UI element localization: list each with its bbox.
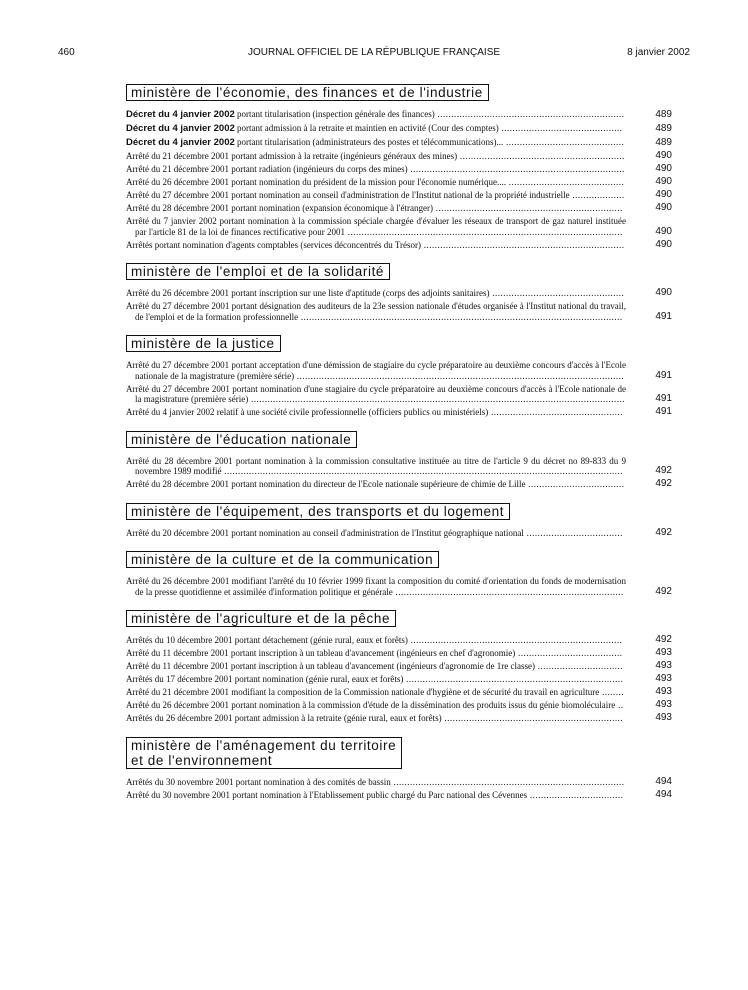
entry-body: Arrêté du 11 décembre 2001 portant inscription à un tableau d'avancement (ingénieurs en chef d'agronomie) — [126, 648, 516, 658]
entry-body: Arrêté du 21 décembre 2001 portant radiation (ingénieurs du corps des mines) — [126, 164, 408, 174]
page-number: 460 — [58, 47, 75, 58]
leader-dots: ............................................ — [498, 123, 623, 133]
leader-dots: ............................... — [535, 661, 624, 671]
entry-body: Arrêté du 26 décembre 2001 portant nomination du président de la mission pour l'économie numérique.... — [126, 177, 507, 187]
entry-text — [126, 661, 626, 672]
entry-page-number: 494 — [655, 775, 672, 787]
entry-body: Arrêté du 26 décembre 2001 portant nomination à la commission d'étude de la dissémination des produits issus du génie biomoléculaire — [126, 700, 616, 710]
entry-page-number: 491 — [655, 393, 672, 404]
entry-page-number: 490 — [655, 150, 672, 161]
table-of-contents — [126, 84, 672, 813]
toc-entry — [126, 216, 672, 237]
entry-text — [126, 635, 626, 646]
entry-text — [126, 240, 626, 251]
entry-lead: Décret du 4 janvier 2002 — [126, 123, 235, 134]
entry-page-number: 491 — [655, 406, 672, 417]
entry-page-number: 491 — [655, 369, 672, 381]
toc-entry — [126, 479, 672, 490]
entry-text — [126, 123, 626, 135]
leader-dots: ..................................................................................................................... — [298, 311, 623, 322]
entry-page-number: 490 — [655, 189, 672, 200]
entry-page-number: 493 — [655, 660, 672, 671]
entry-body: Arrêté du 27 décembre 2001 portant nomination au conseil d'administration de l'Institut national de la propriété industrielle — [126, 190, 570, 200]
entry-text — [126, 301, 626, 322]
toc-entry — [126, 790, 672, 801]
toc-entry — [126, 301, 672, 322]
entry-page-number: 493 — [655, 686, 672, 697]
entry-text — [126, 700, 626, 711]
ministry-section — [126, 551, 672, 597]
leader-dots: .................................................................... — [433, 203, 623, 213]
ministry-title: ministère de l'emploi et de la solidarité — [126, 263, 390, 280]
entry-text — [126, 109, 626, 121]
entry-page-number: 492 — [655, 465, 672, 476]
entry-body: Arrêté du 26 décembre 2001 modifiant l'arrêté du 10 février 1999 fixant la composition du comité d'orientation du fonds de modernisation de la presse quotidienne et assimilée d'information politique et générale — [126, 576, 626, 597]
leader-dots: .................................................................................... — [390, 776, 625, 787]
entry-page-number: 490 — [655, 287, 672, 298]
entry-page-number: 489 — [655, 109, 672, 120]
toc-entry — [126, 190, 672, 201]
toc-entry — [126, 288, 672, 299]
entry-page-number: 490 — [655, 176, 672, 187]
toc-entry — [126, 164, 672, 175]
entry-page-number: 493 — [655, 647, 672, 658]
leader-dots: ......................................................................... — [421, 239, 625, 250]
entry-lead: Décret du 4 janvier 2002 — [126, 137, 235, 148]
entry-text — [126, 648, 626, 659]
ministry-title: ministère de la culture et de la communication — [126, 551, 439, 568]
entry-body: Arrêté du 4 janvier 2002 relatif à une société civile professionnelle (officiers publics ou ministériels) — [126, 407, 489, 417]
entry-text — [126, 687, 626, 698]
entry-body: Arrêtés du 30 novembre 2001 portant nomination à des comités de bassin — [126, 776, 391, 787]
toc-entry — [126, 407, 672, 418]
entry-text — [126, 190, 626, 201]
entry-page-number: 493 — [655, 712, 672, 723]
entry-body: Arrêté du 30 novembre 2001 portant nomination à l'Etablissement public chargé du Parc national des Cévennes — [126, 789, 528, 800]
entry-page-number: 490 — [655, 202, 672, 213]
entry-page-number: 493 — [655, 699, 672, 710]
entry-page-number: 489 — [655, 137, 672, 148]
leader-dots: ................................... — [525, 479, 625, 489]
ministry-section — [126, 335, 672, 418]
entry-body: portant titularisation (administrateurs des postes et télécommunications)... — [234, 137, 504, 147]
toc-entry — [126, 700, 672, 711]
entry-page-number: 492 — [655, 585, 672, 597]
page-header — [58, 47, 690, 61]
leader-dots: ................................................ — [489, 288, 625, 298]
entry-body: Arrêtés portant nomination d'agents comptables (services déconcentrés du Trésor) — [126, 239, 422, 250]
entry-body: Arrêtés du 26 décembre 2001 portant admission à la retraite (génie rural, eaux et forêts) — [126, 713, 442, 723]
leader-dots: ................... — [569, 190, 625, 200]
leader-dots: .. — [615, 700, 624, 710]
leader-dots: .............................................................................. — [407, 164, 625, 174]
entry-body: Arrêté du 21 décembre 2001 portant admission à la retraite (ingénieurs généraux des mines) — [126, 151, 458, 161]
ministry-section — [126, 84, 672, 250]
toc-entry — [126, 123, 672, 135]
entry-body: Arrêté du 27 décembre 2001 portant acceptation d'une démission de stagiaire du cycle préparatoire au deuxième concours d'accès à l'Ecole nationale de la magistrature (première série) — [126, 360, 626, 381]
entry-body: Arrêté du 28 décembre 2001 portant nomination (expansion économique à l'étranger) — [126, 203, 434, 213]
entry-text — [126, 528, 626, 539]
toc-entry — [126, 384, 672, 405]
toc-entry — [126, 137, 672, 149]
ministry-title: ministère de l'éducation nationale — [126, 431, 357, 448]
leader-dots: ................................................................. — [441, 713, 624, 723]
leader-dots: ................................................ — [488, 407, 623, 417]
ministry-title: ministère de la justice — [126, 335, 281, 352]
leader-dots: ........................................... — [503, 137, 625, 147]
entry-body: Arrêté du 27 décembre 2001 portant désignation des auditeurs de la 23e session nationale d'études organisée à l'Institut national du travail, de l'emploi et de la formation professionnelle — [126, 301, 626, 322]
entry-page-number: 493 — [655, 673, 672, 684]
entry-page-number: 492 — [655, 634, 672, 645]
ministry-section — [126, 610, 672, 724]
leader-dots: .......................................... — [506, 177, 625, 187]
ministry-title: ministère de l'économie, des finances et de l'industrie — [126, 84, 489, 101]
entry-text — [126, 203, 626, 214]
toc-entry — [126, 360, 672, 381]
toc-entry — [126, 635, 672, 646]
entry-text — [126, 288, 626, 299]
ministry-section — [126, 263, 672, 322]
ministry-title: ministère de l'aménagement du territoire et de l'environnement — [126, 737, 402, 769]
entry-page-number: 490 — [655, 163, 672, 174]
entry-text — [126, 479, 626, 490]
leader-dots: ........................................................................................................................................ — [248, 394, 625, 404]
leader-dots: ....................................................................................................................... — [294, 370, 625, 381]
toc-entry — [126, 687, 672, 698]
toc-entry — [126, 777, 672, 788]
entry-body: portant titularisation (inspection générale des finances) — [234, 109, 435, 119]
entry-text — [126, 674, 626, 685]
toc-entry — [126, 456, 672, 477]
leader-dots: ............................................................ — [457, 151, 625, 161]
ministry-section — [126, 503, 672, 539]
entry-page-number: 492 — [655, 526, 672, 538]
toc-entry — [126, 576, 672, 597]
ministry-title: ministère de l'agriculture et de la pêche — [126, 610, 396, 627]
entry-body: portant admission à la retraite et maintien en activité (Cour des comptes) — [234, 123, 499, 133]
toc-entry — [126, 713, 672, 724]
entry-lead: Décret du 4 janvier 2002 — [126, 109, 235, 120]
entry-page-number: 490 — [655, 225, 672, 237]
toc-entry — [126, 648, 672, 659]
entry-body: Arrêté du 27 décembre 2001 portant nomination d'une stagiaire du cycle préparatoire au deuxième concours d'accès à l'Ecole nationale de la magistrature (première série) — [126, 383, 626, 404]
toc-entry — [126, 528, 672, 539]
entry-body: Arrêté du 20 décembre 2001 portant nomination au conseil d'administration de l'Institut géographique national — [126, 527, 524, 538]
entry-body: Arrêté du 26 décembre 2001 portant inscription sur une liste d'aptitude (corps des adjoints sanitaires) — [126, 288, 490, 298]
entry-body: Arrêté du 28 décembre 2001 portant nomination du directeur de l'Ecole nationale supérieure de chimie de Lille — [126, 479, 526, 489]
entry-page-number: 494 — [655, 788, 672, 800]
toc-entry — [126, 240, 672, 251]
entry-body: Arrêté du 7 janvier 2002 portant nomination à la commission spéciale chargée d'évaluer les réseaux de transport de gaz naturel instituée par l'article 81 de la loi de finances rectificative pour 2001 — [126, 216, 626, 237]
entry-text — [126, 151, 626, 162]
toc-entry — [126, 177, 672, 188]
leader-dots: ...................................... — [515, 648, 623, 658]
entry-text — [126, 177, 626, 188]
ministry-title: ministère de l'équipement, des transports et du logement — [126, 503, 510, 520]
entry-body: Arrêté du 21 décembre 2001 modifiant la composition de la Commission nationale d'hygiène et de sécurité du travail en agriculture — [126, 687, 600, 697]
entry-text — [126, 456, 626, 477]
entry-body: Arrêté du 11 décembre 2001 portant inscription à un tableau d'avancement (ingénieurs d'agronomie de 1re classe) — [126, 661, 536, 671]
entry-text — [126, 216, 626, 237]
leader-dots: ............................................................................... — [403, 674, 624, 684]
entry-text — [126, 777, 626, 788]
ministry-section — [126, 737, 672, 801]
entry-body: Arrêtés du 10 décembre 2001 portant détachement (génie rural, eaux et forêts) — [126, 635, 408, 645]
entry-text — [126, 407, 626, 418]
toc-entry — [126, 151, 672, 162]
leader-dots: ................................................................................................................................................. — [221, 466, 623, 476]
leader-dots: .................................................................... — [434, 109, 625, 119]
entry-body: Arrêtés du 17 décembre 2001 portant nomination (génie rural, eaux et forêts) — [126, 674, 404, 684]
entry-text — [126, 384, 626, 405]
entry-text — [126, 360, 626, 381]
issue-date: 8 janvier 2002 — [627, 47, 690, 58]
toc-entry — [126, 203, 672, 214]
entry-text — [126, 576, 626, 597]
leader-dots: ........ — [599, 687, 624, 697]
toc-entry — [126, 109, 672, 121]
leader-dots: ................................................................................... — [392, 586, 624, 597]
entry-page-number: 490 — [655, 238, 672, 250]
journal-title: JOURNAL OFFICIEL DE LA RÉPUBLIQUE FRANÇAISE — [247, 47, 501, 58]
entry-page-number: 491 — [655, 310, 672, 322]
entry-page-number: 492 — [655, 478, 672, 489]
toc-entry — [126, 661, 672, 672]
leader-dots: .................................................................................................... — [345, 226, 623, 237]
entry-text — [126, 137, 626, 149]
leader-dots: ................................... — [523, 527, 623, 538]
entry-text — [126, 713, 626, 724]
entry-body: Arrêté du 28 décembre 2001 portant nomination à la commission consultative instituée au titre de l'article 9 du décret no 89-833 du 9 novembre 1989 modifié — [126, 455, 626, 476]
leader-dots: ............................................................................. — [407, 635, 623, 645]
entry-text — [126, 164, 626, 175]
entry-text — [126, 790, 626, 801]
toc-entry — [126, 674, 672, 685]
entry-page-number: 489 — [655, 123, 672, 134]
leader-dots: .................................. — [527, 789, 624, 800]
ministry-section — [126, 431, 672, 490]
